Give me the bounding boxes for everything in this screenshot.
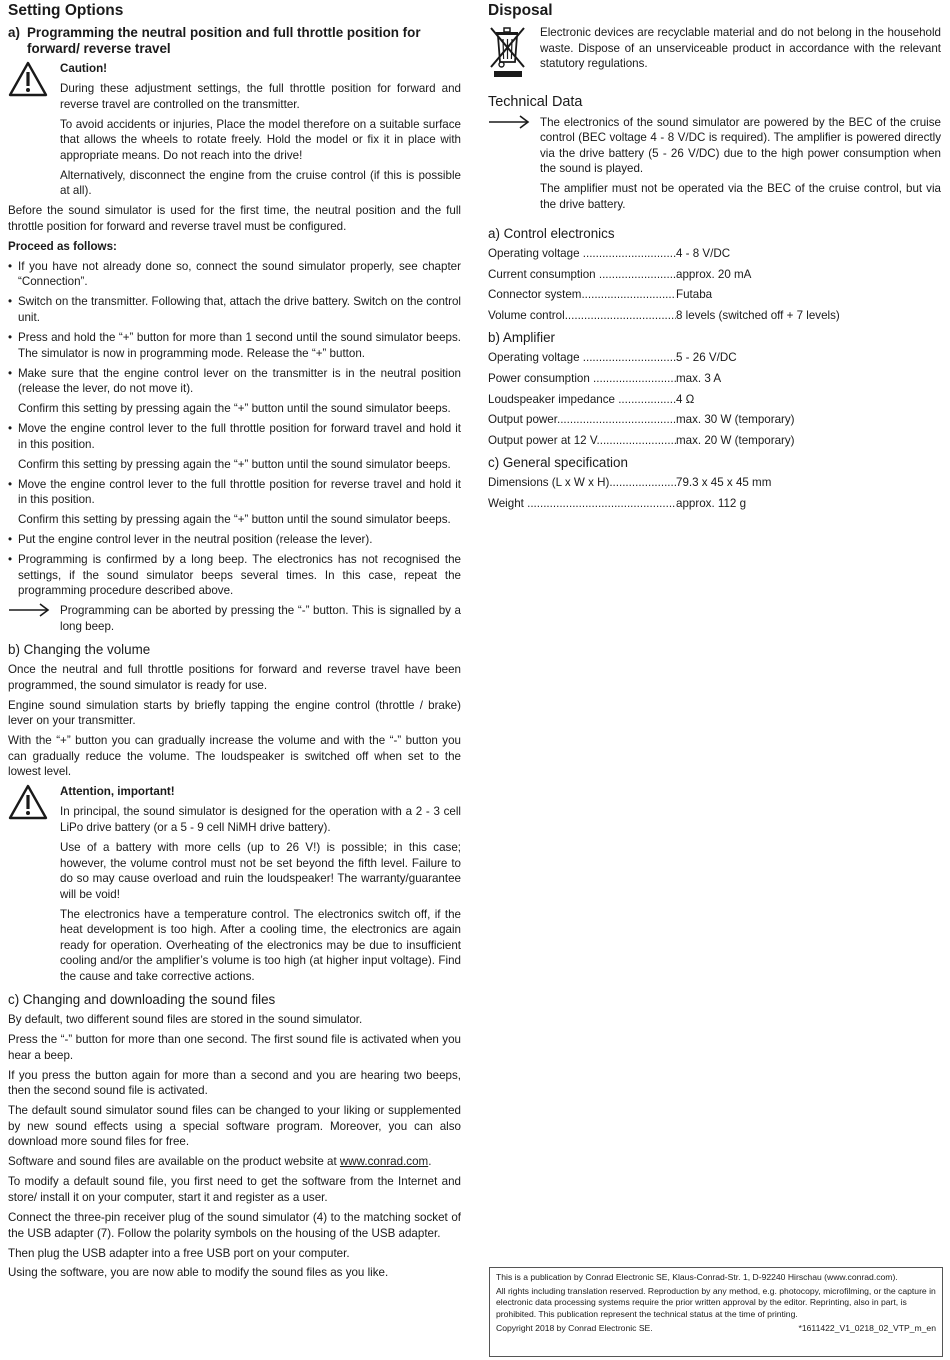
section-c-text-1: By default, two different sound files are stored in the sound simulator. xyxy=(8,1013,363,1027)
spec-value: max. 3 A xyxy=(676,371,722,385)
caution-text-2: To avoid accidents or injuries, Place the model therefore on a suitable surface that allows the wheels to rotate freely. Hold the model or fix it in place with appropriate means. Do not reach into the drive! xyxy=(60,117,461,162)
spec-label: Connector system ..... xyxy=(488,287,676,303)
attention-text-3: The electronics have a temperature control. The electronics switch off, if the heat development is too high. After a cooling time, the electronics are again ready for operation. Overheating of the electronics may be due to insufficient cooling and/or the amplifier’s volume is too high (at higher input voltage). Find the cause and take corrective actions. xyxy=(60,907,461,984)
spec-row xyxy=(488,371,908,387)
section-b-text-1: Once the neutral and full throttle positions for forward and reverse travel have been programmed, the sound simulator is ready for use. xyxy=(8,663,461,692)
spec-row xyxy=(488,308,908,324)
spec-row xyxy=(488,496,908,512)
spec-row xyxy=(488,267,908,283)
section-b-heading: b) Changing the volume xyxy=(8,642,151,658)
section-c-text-8: Then plug the USB adapter into a free USB port on your computer. xyxy=(8,1246,350,1260)
procedure-list xyxy=(8,259,461,397)
section-c-text-5 xyxy=(8,1154,461,1170)
spec-label: Output power at 12 V ..... xyxy=(488,433,676,449)
procedure-list-4 xyxy=(8,532,461,599)
section-a-title: Programming the neutral position and full throttle position for forward/ reverse travel xyxy=(27,25,421,56)
procedure-list-2 xyxy=(8,421,461,452)
list-item: • Move the engine control lever to the full throttle position for forward travel and hold it in this position. xyxy=(8,421,461,452)
warning-icon xyxy=(8,784,60,989)
spec-label: Dimensions (L x W x H) ..... xyxy=(488,475,676,491)
attention-text-2: Use of a battery with more cells (up to 26 V!) is possible; in this case; however, the volume control must not be set beyond the fifth level. Failure to do so may cause overload and ruin the loudspeaker! The warranty/guarantee will be void! xyxy=(60,840,461,901)
warning-icon xyxy=(8,61,60,203)
confirm-text: Confirm this setting by pressing again the “+” button until the sound simulator beeps. xyxy=(18,402,451,416)
list-item: • Switch on the transmitter. Following that, attach the drive battery. Switch on the control unit. xyxy=(8,294,461,325)
spec-value: approx. 20 mA xyxy=(676,267,752,281)
spec-row xyxy=(488,433,908,449)
general-specification-heading: c) General specification xyxy=(488,455,628,471)
spec-row xyxy=(488,412,908,428)
arrow-right-icon xyxy=(8,603,60,639)
spec-row xyxy=(488,475,908,491)
spec-value: 4 - 8 V/DC xyxy=(676,246,731,260)
attention-text-1: In principal, the sound simulator is designed for the operation with a 2 - 3 cell LiPo drive battery (or a 5 - 9 cell NiMH drive battery). xyxy=(60,805,461,834)
spec-label: Power consumption ..... xyxy=(488,371,676,387)
caution-text-3: Alternatively, disconnect the engine from the cruise control (if this is possible at all). xyxy=(60,168,461,198)
spec-value: 79.3 x 45 x 45 mm xyxy=(676,476,772,490)
attention-note xyxy=(8,784,461,989)
section-c-text-6: To modify a default sound file, you first need to get the software from the Internet and store/ install it on your computer, start it and register as a user. xyxy=(8,1175,461,1204)
spec-value: max. 20 W (temporary) xyxy=(676,433,795,447)
imprint-rights: All rights including translation reserved. Reproduction by any method, e.g. photocopy, microfilming, or the capture in electronic data processing systems require the prior written approval by the editor. Reprinting, also in part, is prohibited. This publication represent the technical status at the time of printing. xyxy=(496,1286,936,1319)
imprint-document-code: *1611422_V1_0218_02_VTP_m_en xyxy=(798,1322,936,1333)
spec-label: Current consumption ..... xyxy=(488,267,676,283)
section-c-text-7: Connect the three-pin receiver plug of the sound simulator (4) to the matching socket of the USB adapter (7). Follow the polarity symbols on the housing of the USB adapter. xyxy=(8,1210,461,1240)
disposal-note xyxy=(488,25,941,84)
spec-value: approx. 112 g xyxy=(676,496,747,510)
page-title: Setting Options xyxy=(8,2,124,19)
section-a-number: a) xyxy=(8,25,20,40)
procedure-list-3 xyxy=(8,477,461,508)
technical-data-title: Technical Data xyxy=(488,93,583,110)
spec-label: Volume control ..... xyxy=(488,308,676,324)
spec-label: Weight ..... xyxy=(488,496,676,512)
technical-data-text-2: The amplifier must not be operated via the BEC of the cruise control, but via the drive battery. xyxy=(540,182,941,211)
attention-heading: Attention, important! xyxy=(60,785,175,799)
section-c-text-2: Press the “-” button for more than one second. The first sound file is activated when you hear a beep. xyxy=(8,1033,461,1062)
imprint-copyright: Copyright 2018 by Conrad Electronic SE. xyxy=(496,1322,653,1333)
section-b-text-3: With the “+” button you can gradually increase the volume and with the “-” button you can gradually reduce the volume. The loudspeaker is switched off when set to the lowest level. xyxy=(8,734,461,779)
left-column xyxy=(8,2,461,1285)
technical-data-note xyxy=(488,115,941,217)
control-electronics-heading: a) Control electronics xyxy=(488,225,615,241)
section-c-text-9: Using the software, you are now able to modify the sound files as you like. xyxy=(8,1266,389,1280)
caution-heading: Caution! xyxy=(60,62,108,75)
spec-value: 8 levels (switched off + 7 levels) xyxy=(676,308,840,322)
spec-row xyxy=(488,350,908,366)
disposal-title: Disposal xyxy=(488,2,553,19)
disposal-text: Electronic devices are recyclable material and do not belong in the household waste. Dispose of an unserviceable product in accordance with the relevant statutory regulations. xyxy=(540,26,941,71)
spec-label: Output power ..... xyxy=(488,412,676,428)
spec-row xyxy=(488,392,908,408)
list-item: • Programming is confirmed by a long beep. The electronics has not recognised the settings, if the sound simulator beeps several times. In this case, repeat the programming procedure described above. xyxy=(8,552,461,599)
list-item: • If you have not already done so, connect the sound simulator properly, see chapter “Connection”. xyxy=(8,259,461,290)
abort-text: Programming can be aborted by pressing the “-” button. This is signalled by a long beep. xyxy=(60,604,461,634)
caution-text-1: During these adjustment settings, the full throttle position for forward and reverse travel are controlled on the transmitter. xyxy=(60,81,461,111)
list-item: • Press and hold the “+” button for more than 1 second until the sound simulator beeps. The simulator is now in programming mode. Release the “+” button. xyxy=(8,330,461,361)
arrow-right-icon xyxy=(488,115,540,217)
caution-note xyxy=(8,61,461,203)
list-item: • Put the engine control lever in the neutral position (release the lever). xyxy=(8,532,461,548)
crossed-bin-icon xyxy=(488,25,540,84)
spec-label: Operating voltage ..... xyxy=(488,246,676,262)
proceed-heading: Proceed as follows: xyxy=(8,239,117,253)
imprint-publisher: This is a publication by Conrad Electronic SE, Klaus-Conrad-Str. 1, D-92240 Hirschau (www.conrad.com). xyxy=(496,1272,898,1282)
spec-label: Operating voltage ..... xyxy=(488,350,676,366)
section-a-intro: Before the sound simulator is used for the first time, the neutral position and the full throttle position for forward and reverse travel must be configured. xyxy=(8,204,461,233)
amplifier-heading: b) Amplifier xyxy=(488,330,555,346)
spec-value: Futaba xyxy=(676,288,713,302)
website-text: Software and sound files are available on the product website at xyxy=(8,1155,340,1169)
website-text-end: . xyxy=(428,1155,432,1169)
spec-row xyxy=(488,287,908,303)
spec-value: max. 30 W (temporary) xyxy=(676,413,795,427)
list-item: • Make sure that the engine control lever on the transmitter is in the neutral position (release the lever, do not move it). xyxy=(8,366,461,397)
imprint-box xyxy=(489,1267,943,1357)
spec-value: 5 - 26 V/DC xyxy=(676,351,737,365)
website-link[interactable]: www.conrad.com xyxy=(339,1155,429,1169)
section-c-text-3: If you press the button again for more than a second and you are hearing two beeps, then the second sound file is activated. xyxy=(8,1068,461,1098)
abort-note xyxy=(8,603,461,639)
section-c-heading: c) Changing and downloading the sound files xyxy=(8,992,276,1008)
imprint-bottom-row xyxy=(496,1323,936,1334)
right-column xyxy=(488,2,941,516)
section-c-text-4: The default sound simulator sound files can be changed to your liking or supplemented by new sound effects using a special software program. Moreover, you can also download more sound files for free. xyxy=(8,1104,461,1149)
technical-data-text-1: The electronics of the sound simulator are powered by the BEC of the cruise control (BEC voltage 4 - 8 V/DC is required). The amplifier is powered directly via the drive battery (5 - 26 V/DC) due to the high power consumption when the sound is played. xyxy=(540,115,941,176)
list-item: • Move the engine control lever to the full throttle position for reverse travel and hold it in this position. xyxy=(8,477,461,508)
spec-label: Loudspeaker impedance ..... xyxy=(488,392,676,408)
confirm-text: Confirm this setting by pressing again the “+” button until the sound simulator beeps. xyxy=(18,513,451,527)
spec-row xyxy=(488,246,908,262)
section-b-text-2: Engine sound simulation starts by briefly tapping the engine control (throttle / brake) lever on your transmitter. xyxy=(8,698,461,728)
section-a-heading xyxy=(8,25,461,57)
spec-value: 4 Ω xyxy=(676,392,695,406)
confirm-text: Confirm this setting by pressing again the “+” button until the sound simulator beeps. xyxy=(18,457,451,471)
